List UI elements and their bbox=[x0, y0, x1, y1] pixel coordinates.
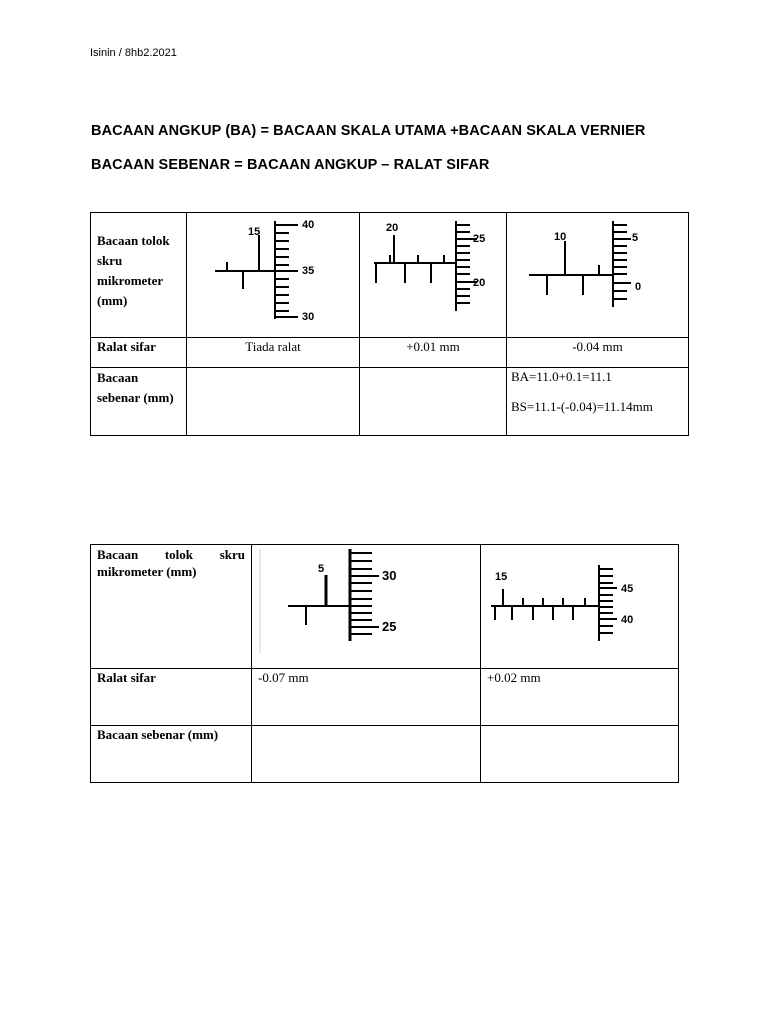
diagram-cell-5 bbox=[481, 545, 679, 669]
row-label-reading: Bacaan tolok skru mikrometer (mm) bbox=[91, 213, 187, 338]
actual-reading-2 bbox=[360, 368, 507, 436]
diagram-cell-3 bbox=[507, 213, 689, 338]
sleeve-label-2: 20 bbox=[386, 222, 399, 234]
thimble-label-3b: 0 bbox=[635, 281, 642, 293]
formula-reading: BACAAN ANGKUP (BA) = BACAAN SKALA UTAMA +BACAAN SKALA VERNIER bbox=[91, 123, 646, 139]
zero-error-2: +0.01 mm bbox=[360, 338, 507, 368]
formula-actual: BACAAN SEBENAR = BACAAN ANGKUP – RALAT SIFAR bbox=[91, 157, 490, 173]
zero-error-5: +0.02 mm bbox=[481, 669, 679, 726]
sleeve-label-1: 15 bbox=[248, 226, 261, 238]
row-label-zero-error-2: Ralat sifar bbox=[91, 669, 252, 726]
thimble-label-5b: 40 bbox=[621, 614, 634, 626]
sleeve-label-4: 5 bbox=[318, 563, 325, 575]
zero-error-3: -0.04 mm bbox=[507, 338, 689, 368]
thimble-label-2a: 25 bbox=[473, 233, 486, 245]
thimble-label-3a: 5 bbox=[632, 232, 639, 244]
thimble-label-1c: 30 bbox=[302, 311, 315, 323]
thimble-label-5a: 45 bbox=[621, 583, 634, 595]
micrometer-diagram-1 bbox=[187, 213, 359, 333]
actual-reading-3: BA=11.0+0.1=11.1 BS=11.1-(-0.04)=11.14mm bbox=[507, 368, 689, 436]
actual-reading-5 bbox=[481, 726, 679, 783]
sleeve-label-5: 15 bbox=[495, 571, 508, 583]
diagram-cell-1 bbox=[187, 213, 360, 338]
micrometer-diagram-2 bbox=[360, 213, 506, 333]
row-label-actual: Bacaan sebenar (mm) bbox=[91, 368, 187, 436]
diagram-cell-2 bbox=[360, 213, 507, 338]
row-label-actual-2: Bacaan sebenar (mm) bbox=[91, 726, 252, 783]
thimble-label-1b: 35 bbox=[302, 265, 315, 277]
micrometer-diagram-4 bbox=[252, 545, 480, 664]
row-label-reading-2: Bacaan tolok skru mikrometer (mm) bbox=[91, 545, 252, 669]
micrometer-table-1 bbox=[90, 212, 689, 436]
micrometer-table-2 bbox=[90, 544, 679, 783]
actual-reading-1 bbox=[187, 368, 360, 436]
micrometer-diagram-3 bbox=[507, 213, 688, 333]
zero-error-4: -0.07 mm bbox=[252, 669, 481, 726]
zero-error-1: Tiada ralat bbox=[187, 338, 360, 368]
thimble-label-2b: 20 bbox=[473, 277, 486, 289]
diagram-cell-4 bbox=[252, 545, 481, 669]
thimble-label-4b: 25 bbox=[382, 619, 397, 634]
date-header: Isinin / 8hb2.2021 bbox=[90, 47, 177, 59]
sleeve-label-3: 10 bbox=[554, 231, 567, 243]
micrometer-diagram-5 bbox=[481, 545, 678, 664]
thimble-label-1a: 40 bbox=[302, 219, 315, 231]
actual-reading-4 bbox=[252, 726, 481, 783]
thimble-label-4a: 30 bbox=[382, 568, 397, 583]
row-label-zero-error: Ralat sifar bbox=[91, 338, 187, 368]
